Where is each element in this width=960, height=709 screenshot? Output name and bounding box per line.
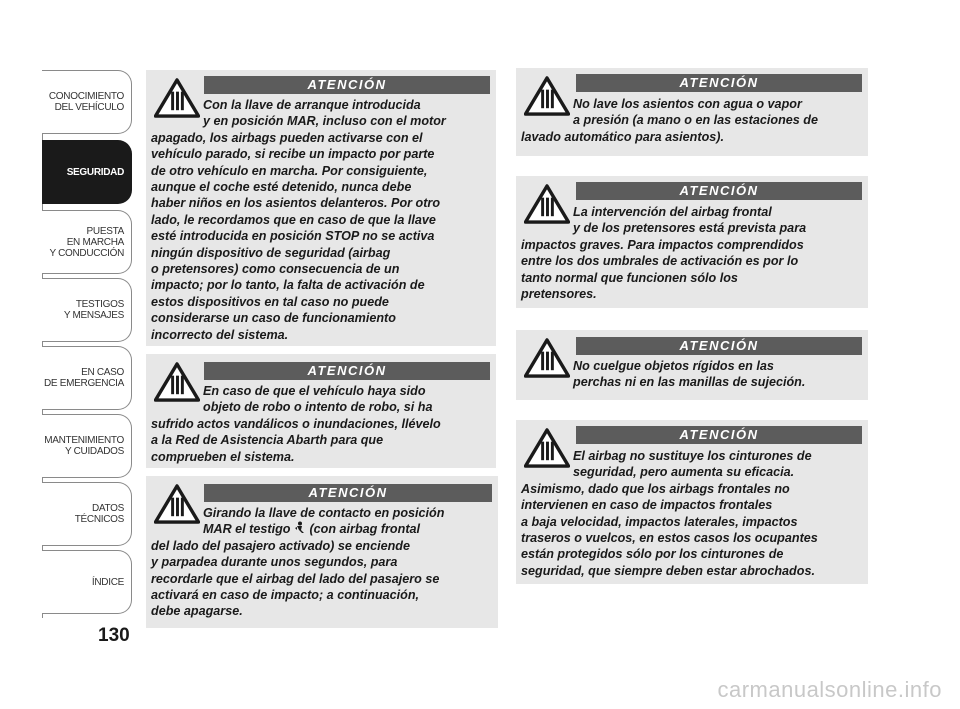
sidebar-tab-indice[interactable]: ÍNDICE [42,550,132,614]
warning-text: En caso de que el vehículo haya sido objeto de robo o intento de robo, si ha sufrido actos vandálicos o inundaciones, llévelo a la Red de Asistencia Abarth para que comprueben el sistema. [151,384,441,464]
warning-box-7 [516,420,868,584]
warning-box-1 [146,70,496,346]
warning-box-6 [516,330,868,400]
warning-title: ATENCIÓN [576,426,862,444]
watermark: carmanualsonline.info [717,677,942,702]
page-number: 130 [98,625,130,646]
warning-title: ATENCIÓN [204,362,490,380]
warning-box-5 [516,176,868,308]
warning-box-3 [146,476,498,628]
sidebar-tab-testigos[interactable]: TESTIGOS Y MENSAJES [42,278,132,342]
warning-title: ATENCIÓN [204,76,490,94]
sidebar-tab-datos-tecnicos[interactable]: DATOS TÉCNICOS [42,482,132,546]
warning-text: El airbag no sustituye los cinturones de seguridad, pero aumenta su eficacia. Asimismo, dado que los airbags frontales no intervienen en caso de impactos frontales a baja velocidad, impactos laterales, impactos traseros o vuelcos, en estos casos los ocupantes están protegidos sólo por los cinturones de seguridad, que siempre deben estar abrochados. [521,449,818,578]
sidebar-tab-seguridad[interactable]: SEGURIDAD [42,140,132,204]
warning-text: No cuelgue objetos rígidos en las perchas ni en las manillas de sujeción. [573,359,806,390]
passenger-airbag-icon [294,521,306,534]
warning-box-4 [516,68,868,156]
warning-text: Con la llave de arranque introducida y en posición MAR, incluso con el motor apagado, los airbags pueden activarse con el vehículo parado, si recibe un impacto por parte de otro vehículo en marcha. Por consiguiente, aunque el coche esté detenido, nunca debe haber niños en los asientos delanteros. Por otro lado, le recordamos que en caso de que la llave esté introducida en posición STOP no se activa ningún dispositivo de seguridad (airbag o pretensores) como consecuencia de un impacto; por lo tanto, la falta de activación de estos dispositivos en tal caso no puede considerarse un caso de funcionamiento incorrecto del sistema. [151,98,446,342]
sidebar-tab-puesta-en-marcha[interactable]: PUESTA EN MARCHA Y CONDUCCIÓN [42,210,132,274]
warning-title: ATENCIÓN [576,74,862,92]
chapter-sidebar [42,70,134,618]
warning-text: No lave los asientos con agua o vapor a presión (a mano o en las estaciones de lavado automático para asientos). [521,97,818,144]
sidebar-tab-mantenimiento[interactable]: MANTENIMIENTO Y CUIDADOS [42,414,132,478]
warning-text: La intervención del airbag frontal y de los pretensores está prevista para impactos graves. Para impactos comprendidos entre los dos umbrales de activación es por lo tanto normal que funcionen sólo los pretensores. [521,205,807,302]
warning-box-2 [146,354,496,468]
warning-title: ATENCIÓN [204,484,492,502]
warning-title: ATENCIÓN [576,182,862,200]
warning-title: ATENCIÓN [576,337,862,355]
warning-text: Girando la llave de contacto en posición MAR el testigo (con airbag frontal del lado del pasajero activado) se enciende y parpadea durante unos segundos, para recordarle que el airbag del lado del pasajero se activará en caso de impacto; a continuación, debe apagarse. [151,506,445,619]
sidebar-tab-conocimiento[interactable]: CONOCIMIENTO DEL VEHÍCULO [42,70,132,134]
sidebar-tab-emergencia[interactable]: EN CASO DE EMERGENCIA [42,346,132,410]
